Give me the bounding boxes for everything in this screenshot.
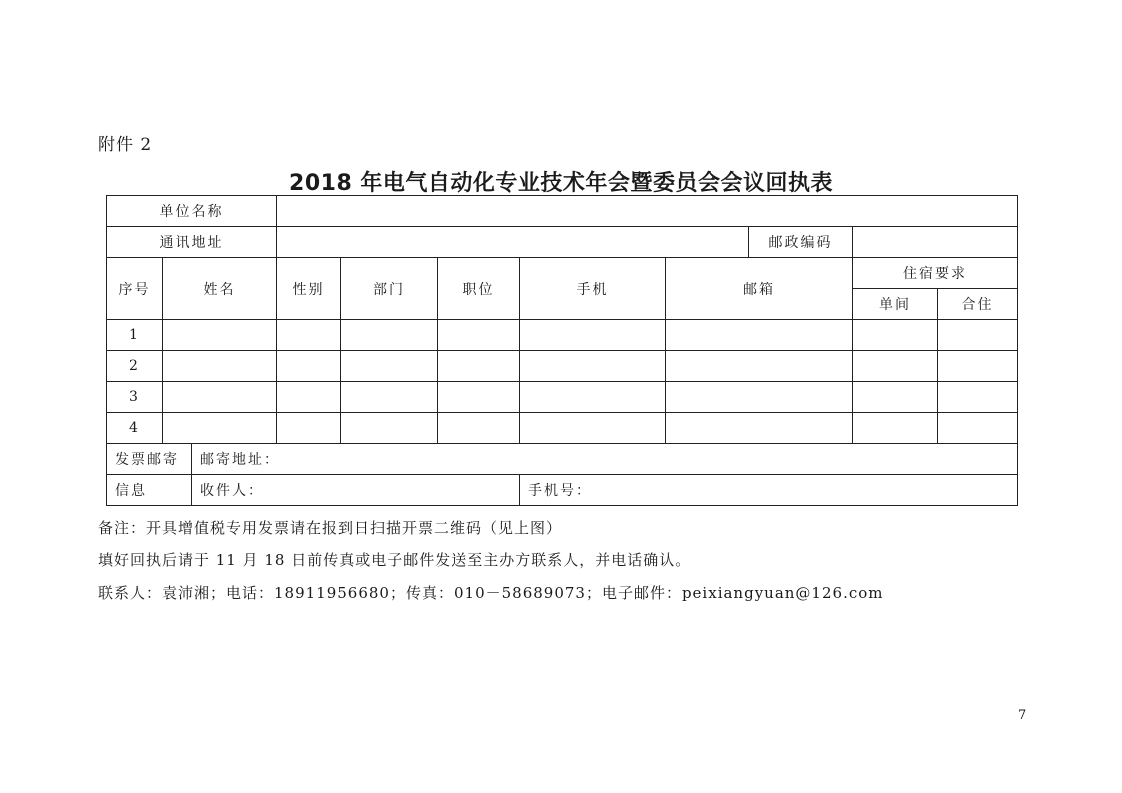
table-row (107, 382, 1018, 413)
mobile-cell[interactable] (520, 413, 666, 444)
note-invoice: 备注：开具增值税专用发票请在报到日扫描开票二维码（见上图） (98, 519, 563, 537)
recipient-field[interactable]: 收件人： (192, 475, 520, 506)
email-cell[interactable] (666, 351, 853, 382)
table-row (107, 320, 1018, 351)
invoice-label-line2: 信息 (107, 475, 192, 506)
email-cell[interactable] (666, 320, 853, 351)
address-label: 通讯地址 (107, 227, 277, 258)
recipient-phone-field[interactable]: 手机号： (520, 475, 1018, 506)
header-position: 职位 (438, 258, 520, 320)
header-shared-room: 合住 (938, 289, 1018, 320)
row-index: 2 (107, 351, 163, 382)
header-gender: 性别 (277, 258, 341, 320)
name-cell[interactable] (163, 351, 277, 382)
header-lodging: 住宿要求 (853, 258, 1018, 289)
address-field[interactable] (277, 227, 749, 258)
position-cell[interactable] (438, 320, 520, 351)
postcode-field[interactable] (853, 227, 1018, 258)
mobile-cell[interactable] (520, 320, 666, 351)
mobile-cell[interactable] (520, 351, 666, 382)
position-cell[interactable] (438, 382, 520, 413)
shared-room-cell[interactable] (938, 351, 1018, 382)
postcode-label: 邮政编码 (749, 227, 853, 258)
shared-room-cell[interactable] (938, 320, 1018, 351)
unit-name-field[interactable] (277, 196, 1018, 227)
note-deadline: 填好回执后请于 11 月 18 日前传真或电子邮件发送至主办方联系人，并电话确认。 (98, 551, 692, 569)
registration-form-table (106, 195, 1018, 506)
mailing-address-field[interactable]: 邮寄地址： (192, 444, 1018, 475)
name-cell[interactable] (163, 320, 277, 351)
header-department: 部门 (341, 258, 438, 320)
name-cell[interactable] (163, 382, 277, 413)
invoice-label-line1: 发票邮寄 (107, 444, 192, 475)
single-room-cell[interactable] (853, 382, 938, 413)
unit-name-label: 单位名称 (107, 196, 277, 227)
row-index: 1 (107, 320, 163, 351)
note-contact: 联系人：袁沛湘；电话：18911956680；传真：010－58689073；电子邮件：peixiangyuan@126.com (98, 584, 884, 602)
position-cell[interactable] (438, 351, 520, 382)
single-room-cell[interactable] (853, 320, 938, 351)
row-index: 4 (107, 413, 163, 444)
table-row (107, 351, 1018, 382)
header-index: 序号 (107, 258, 163, 320)
row-index: 3 (107, 382, 163, 413)
email-cell[interactable] (666, 382, 853, 413)
gender-cell[interactable] (277, 351, 341, 382)
header-single-room: 单间 (853, 289, 938, 320)
table-row (107, 413, 1018, 444)
single-room-cell[interactable] (853, 351, 938, 382)
gender-cell[interactable] (277, 413, 341, 444)
department-cell[interactable] (341, 413, 438, 444)
gender-cell[interactable] (277, 382, 341, 413)
email-cell[interactable] (666, 413, 853, 444)
name-cell[interactable] (163, 413, 277, 444)
single-room-cell[interactable] (853, 413, 938, 444)
header-email: 邮箱 (666, 258, 853, 320)
header-mobile: 手机 (520, 258, 666, 320)
attachment-label: 附件 2 (98, 135, 153, 155)
gender-cell[interactable] (277, 320, 341, 351)
page-number: 7 (1018, 708, 1027, 723)
shared-room-cell[interactable] (938, 382, 1018, 413)
department-cell[interactable] (341, 320, 438, 351)
department-cell[interactable] (341, 382, 438, 413)
shared-room-cell[interactable] (938, 413, 1018, 444)
header-name: 姓名 (163, 258, 277, 320)
department-cell[interactable] (341, 351, 438, 382)
position-cell[interactable] (438, 413, 520, 444)
mobile-cell[interactable] (520, 382, 666, 413)
form-title: 2018 年电气自动化专业技术年会暨委员会会议回执表 (289, 171, 833, 196)
